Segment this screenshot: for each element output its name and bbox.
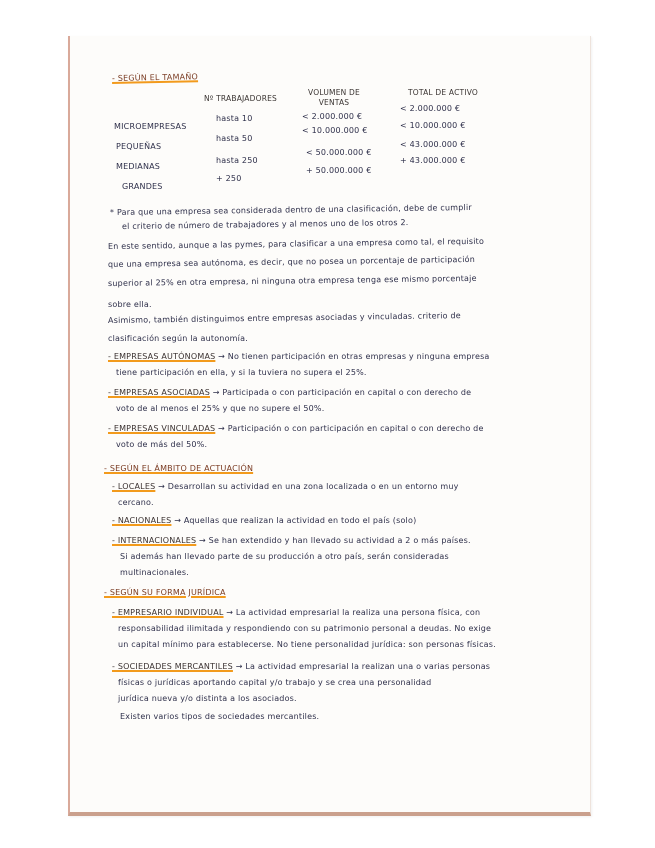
closing-line: Existen varios tipos de sociedades mercantiles. bbox=[120, 712, 320, 721]
table-header-trabajadores: Nº TRABAJADORES bbox=[204, 94, 278, 103]
definition-term: - EMPRESAS ASOCIADAS bbox=[108, 388, 210, 397]
definition-text: → La actividad empresarial la realiza una persona física, con bbox=[226, 608, 481, 617]
cell-trabajadores: hasta 10 bbox=[216, 114, 253, 123]
definition-line bbox=[112, 482, 459, 492]
definition-text: → La actividad empresarial la realizan una o varias personas bbox=[235, 662, 491, 671]
paragraph-line: superior al 25% en otra empresa, ni ninguna otra empresa tenga ese mismo porcentaje bbox=[107, 273, 477, 288]
definition-line: multinacionales. bbox=[120, 568, 189, 577]
definition-line bbox=[112, 536, 471, 546]
row-label: PEQUEÑAS bbox=[116, 142, 162, 151]
paragraph-line: * Para que una empresa sea considerada dentro de una clasificación, debe de cumplir bbox=[109, 202, 472, 217]
paragraph-line: Asimismo, también distinguimos entre empresas asociadas y vinculadas. criterio de bbox=[107, 311, 461, 325]
definition-line: responsabilidad ilimitada y respondiendo con su patrimonio personal a deudas. No exige bbox=[118, 624, 492, 633]
definition-line bbox=[108, 352, 490, 362]
definition-line: jurídica nueva y/o distinta a los asociados. bbox=[118, 694, 297, 703]
section-heading-forma: - SEGÚN SU FORMA JURÍDICA bbox=[104, 588, 226, 597]
definition-text: → Aquellas que realizan la actividad en todo el país (solo) bbox=[174, 516, 417, 525]
cell-ventas: < 50.000.000 € bbox=[306, 148, 372, 157]
definition-line bbox=[112, 608, 480, 618]
paragraph-line: el criterio de número de trabajadores y al menos uno de los otros 2. bbox=[121, 217, 409, 231]
definition-line: tiene participación en ella, y si la tuviera no supera el 25%. bbox=[116, 368, 367, 377]
cell-activo: + 43.000.000 € bbox=[400, 156, 466, 165]
row-label: MICROEMPRESAS bbox=[114, 122, 187, 131]
section-heading-ambito: - SEGÚN EL ÁMBITO DE ACTUACIÓN bbox=[104, 464, 254, 473]
definition-term: - INTERNACIONALES bbox=[112, 536, 197, 545]
definition-text: → Participación o con participación en capital o con derecho de bbox=[218, 424, 484, 433]
cell-ventas: + 50.000.000 € bbox=[306, 166, 372, 175]
cell-trabajadores: + 250 bbox=[216, 174, 242, 183]
paragraph-line: que una empresa sea autónoma, es decir, que no posea un porcentaje de participación bbox=[107, 254, 476, 269]
definition-term: - EMPRESARIO INDIVIDUAL bbox=[112, 608, 224, 617]
cell-ventas: < 10.000.000 € bbox=[302, 126, 368, 135]
definition-text: → Participada o con participación en capital o con derecho de bbox=[212, 388, 472, 397]
row-label: MEDIANAS bbox=[116, 162, 161, 171]
definition-text: → Se han extendido y han llevado su actividad a 2 o más países. bbox=[199, 536, 471, 545]
cell-trabajadores: hasta 250 bbox=[216, 156, 258, 165]
definition-line bbox=[112, 662, 490, 672]
definition-line: Si además han llevado parte de su producción a otro país, serán consideradas bbox=[120, 552, 449, 561]
paragraph-line: sobre ella. bbox=[108, 300, 152, 309]
table-header-ventas: VOLUMEN DE VENTAS bbox=[308, 88, 360, 107]
definition-term: - SOCIEDADES MERCANTILES bbox=[112, 662, 233, 671]
definition-line bbox=[108, 424, 484, 434]
notebook-page bbox=[68, 36, 591, 816]
table-header-activo: TOTAL DE ACTIVO bbox=[408, 88, 479, 97]
paragraph-line: En este sentido, aunque a las pymes, para clasificar a una empresa como tal, el requisito bbox=[107, 236, 485, 251]
definition-term: - LOCALES bbox=[112, 482, 156, 491]
paragraph-line: clasificación según la autonomía. bbox=[108, 334, 248, 343]
row-label: GRANDES bbox=[122, 182, 163, 191]
cell-activo: < 43.000.000 € bbox=[400, 140, 466, 149]
definition-line: voto de al menos el 25% y que no supere el 50%. bbox=[116, 404, 325, 413]
definition-line: voto de más del 50%. bbox=[116, 440, 208, 449]
definition-text: → Desarrollan su actividad en una zona localizada o en un entorno muy bbox=[158, 482, 459, 491]
cell-ventas: < 2.000.000 € bbox=[302, 112, 363, 121]
definition-line bbox=[108, 388, 471, 398]
definition-term: - EMPRESAS VINCULADAS bbox=[108, 424, 216, 433]
definition-term: - NACIONALES bbox=[112, 516, 172, 525]
definition-line: físicas o jurídicas aportando capital y/o trabajo y se crea una personalidad bbox=[118, 678, 432, 687]
definition-line: cercano. bbox=[118, 498, 154, 507]
cell-activo: < 2.000.000 € bbox=[400, 104, 461, 113]
definition-term: - EMPRESAS AUTÓNOMAS bbox=[108, 352, 216, 361]
section-heading-tamano: - SEGÚN EL TAMAÑO bbox=[111, 72, 199, 83]
definition-line bbox=[112, 516, 416, 526]
definition-line: un capital mínimo para establecerse. No tiene personalidad jurídica: son personas físicas. bbox=[118, 640, 496, 649]
cell-trabajadores: hasta 50 bbox=[216, 134, 253, 143]
cell-activo: < 10.000.000 € bbox=[400, 121, 466, 130]
definition-text: → No tienen participación en otras empresas y ninguna empresa bbox=[218, 352, 490, 361]
